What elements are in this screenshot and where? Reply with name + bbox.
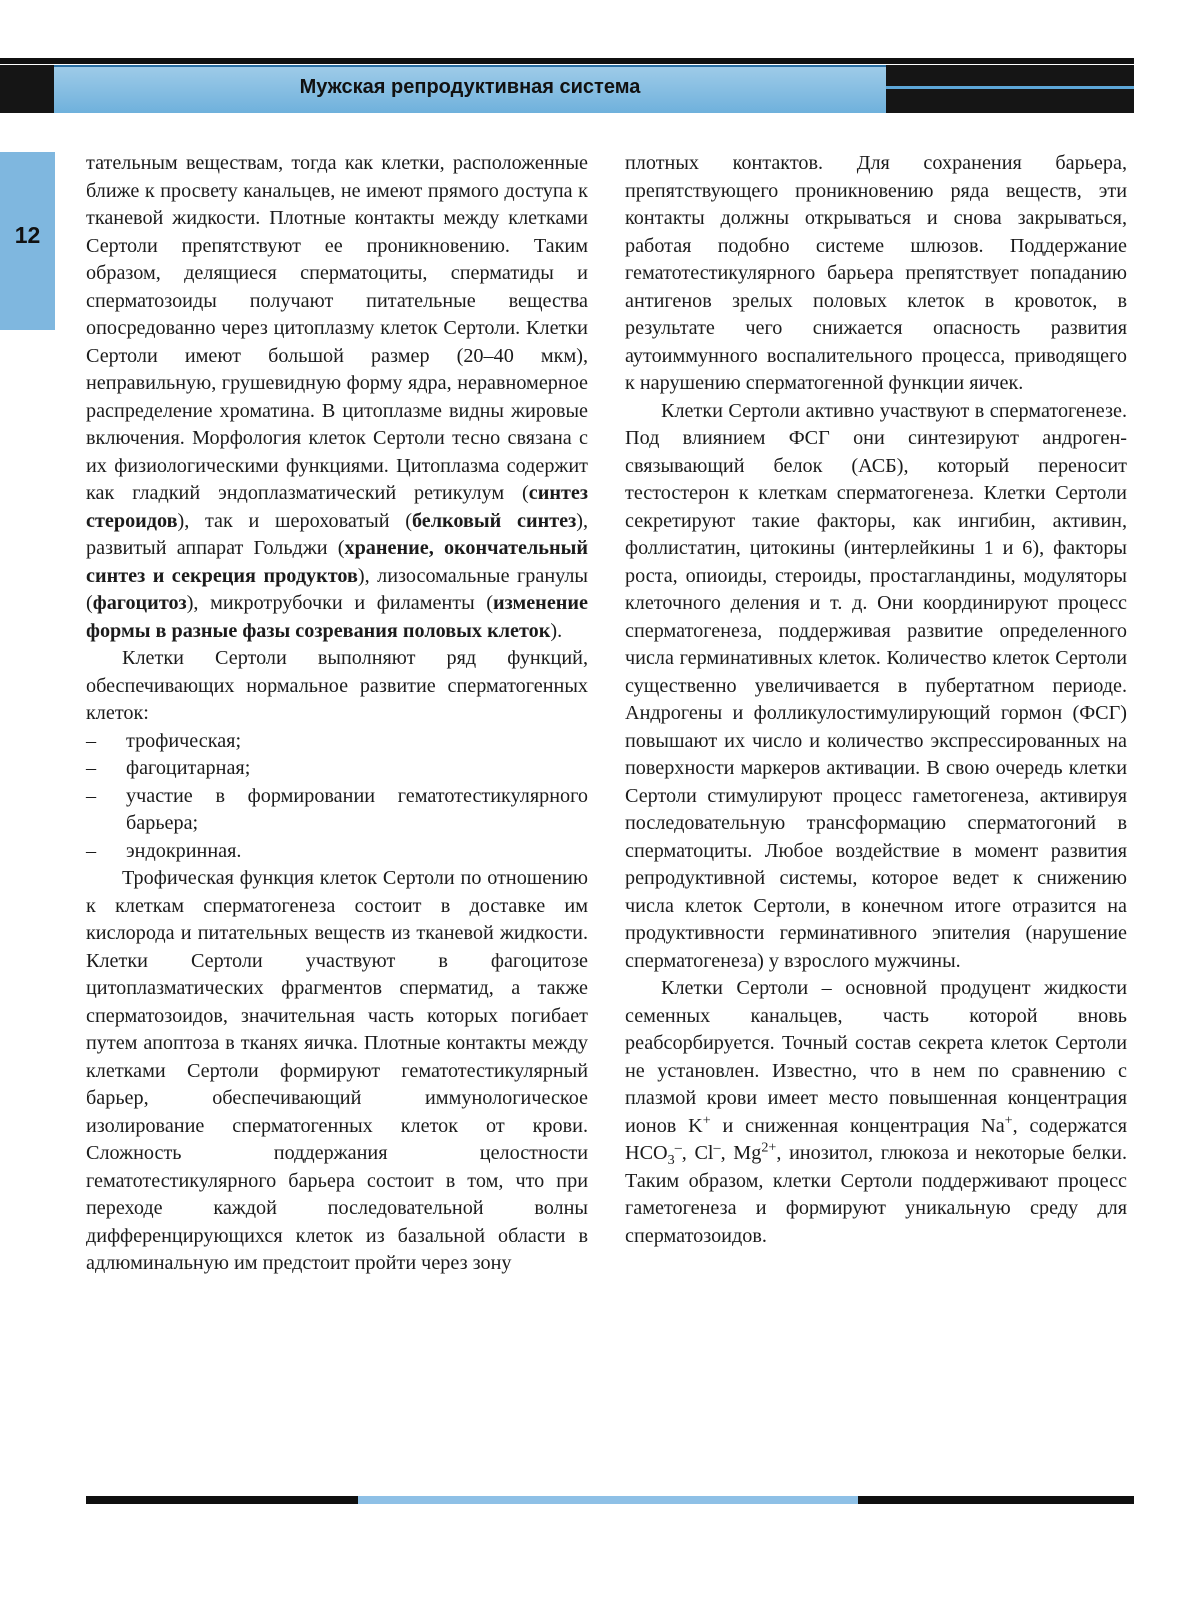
- text-run: ), микротрубочки и филаменты (: [186, 592, 494, 614]
- superscript: –: [674, 1139, 682, 1156]
- page-number-tab: [0, 152, 55, 330]
- running-header-title: Мужская репродуктивная система: [299, 76, 641, 98]
- header-dark-block-right: [886, 65, 1134, 113]
- running-header: [0, 65, 1134, 113]
- paragraph: Клетки Сертоли активно участвуют в сперматогенезе. Под влиянием ФСГ они синтезируют андроген-связывающий белок (АСБ), который переносит тестостерон к клеткам сперматогенеза. Клетки Сертоли секретируют такие факторы, как ингибин, активин, фоллистатин, цитокины (интерлейкины 1 и 6), факторы роста, опиоиды, стероиды, простагландины, модуляторы клеточного деления и т. д. Они координируют процесс сперматогенеза, поддерживая развитие определенного числа герминативных клеток. Количество клеток Сертоли существенно увеличивается в пубертатном периоде. Андрогены и фолликулостимулирующий гормон (ФСГ) повышают их число и количество экспрессированных на поверхности маркеров активации. В свою очередь клетки Сертоли стимулируют процесс гаметогенеза, активируя последовательную трансформацию сперматогоний в сперматоциты. Любое воздействие в момент развития репродуктивной системы, которое ведет к снижению числа клеток Сертоли, в конечном итоге отразится на продуктивности герминативного эпителия (нарушение сперматогенеза) у взрослого мужчины.: [625, 399, 1127, 972]
- list-item: – эндокринная.: [86, 838, 588, 866]
- paragraph: плотных контактов. Для сохранения барьера, препятствующего проникновению ряда веществ, эти контакты должны открываться и снова закрываться, работая подобно системе шлюзов. Поддержание гематотестикулярного барьера препятствует попаданию антигенов зрелых половых клеток в кровоток, в результате чего снижается опасность развития аутоиммунного воспалительного процесса, приводящего к нарушению сперматогенной функции яичек.: [625, 152, 1127, 394]
- subscript: 3: [667, 1152, 675, 1169]
- list-item: – трофическая;: [86, 728, 588, 756]
- header-title-bar: [54, 65, 886, 113]
- bottom-rule-dark-right: [858, 1496, 1134, 1504]
- page-number: 12: [14, 222, 41, 248]
- paragraph: [625, 975, 1127, 1250]
- right-column: [625, 150, 1127, 1250]
- text-run: тательным веществам, тогда как клетки, расположенные ближе к просвету канальцев, не имеют прямого доступа к тканевой жидкости. Плотные контакты между клетками Сертоли препятствуют ее проникновению. Таким образом, делящиеся сперматоциты, сперматиды и сперматозоиды получают питательные вещества опосредованно через цитоплазму клеток Сертоли. Клетки Сертоли имеют большой размер (20–40 мкм), неправильную, грушевидную форму ядра, неравномерное распределение хроматина. В цитоплазме видны жировые включения. Морфология клеток Сертоли тесно связана с их физиологическими функциями. Цитоплазма содержит как гладкий эндоплазматический ретикулум (: [86, 152, 588, 504]
- text-run: , Mg: [720, 1142, 762, 1164]
- superscript: +: [1004, 1111, 1013, 1128]
- bottom-rule-dark-left: [86, 1496, 358, 1504]
- left-column: [86, 150, 588, 1278]
- superscript: –: [713, 1139, 721, 1156]
- bold-term: изменение формы в разные фазы созревания половых клеток: [86, 592, 588, 642]
- text-run: ).: [550, 619, 563, 642]
- superscript: +: [702, 1111, 711, 1128]
- paragraph: [86, 150, 588, 645]
- text-run: Клетки Сертоли – основной продуцент жидкости семенных канальцев, часть которой вновь реабсорбируется. Точный состав секрета клеток Сертоли не установлен. Известно, что в нем по сравнению с плазмой крови имеет место повышенная концентрация ионов K: [625, 977, 1127, 1137]
- bold-term: синтез стероидов: [86, 482, 588, 532]
- text-run: , содержатся HCO: [625, 1114, 1128, 1164]
- paragraph: Трофическая функция клеток Сертоли по отношению к клеткам сперматогенеза состоит в доставке им кислорода и питательных веществ из тканевой жидкости. Клетки Сертоли участвуют в фагоцитозе цитоплазматических фрагментов сперматид, а также сперматозоидов, значительная часть которых погибает путем апоптоза в тканях яичка. Плотные контакты между клетками Сертоли формируют гематотестикулярный барьер, обеспечивающий иммунологическое изолирование сперматогенных клеток от крови. Сложность поддержания целостности гематотестикулярного барьера состоит в том, что при переходе каждой последовательной волны дифференцирующихся клеток из базальной области в адлюминальную им предстоит пройти через зону: [86, 867, 588, 1274]
- text-run: и сниженная концентрация Na: [710, 1114, 1005, 1137]
- text-run: , инозитол, глюкоза и некоторые белки. Таким образом, клетки Сертоли поддерживают процесс гаметогенеза и формируют уникальную среду для сперматозоидов.: [625, 1142, 1128, 1247]
- list-item: – участие в формировании гематотестикулярного барьера;: [86, 783, 588, 838]
- top-rule: [0, 58, 1134, 64]
- text-run: , Cl: [681, 1142, 714, 1164]
- paragraph: Клетки Сертоли выполняют ряд функций, обеспечивающих нормальное развитие сперматогенных клеток:: [86, 647, 588, 724]
- functions-list: [86, 728, 588, 866]
- bottom-rule: [86, 1496, 1134, 1504]
- header-dark-block-left: [0, 65, 54, 113]
- text-run: ), лизосомальные гранулы (: [86, 564, 588, 614]
- bottom-rule-blue: [358, 1496, 858, 1504]
- list-item: – фагоцитарная;: [86, 755, 588, 783]
- text-run: ), развитый аппарат Гольджи (: [86, 509, 588, 559]
- header-blue-stripe: [886, 86, 1134, 89]
- bold-term: хранение, окончательный синтез и секреция продуктов: [86, 537, 588, 587]
- superscript: 2+: [761, 1139, 777, 1156]
- bold-term: белковый синтез: [411, 509, 577, 532]
- text-run: ), так и шероховатый (: [177, 509, 412, 532]
- bold-term: фагоцитоз: [92, 592, 187, 614]
